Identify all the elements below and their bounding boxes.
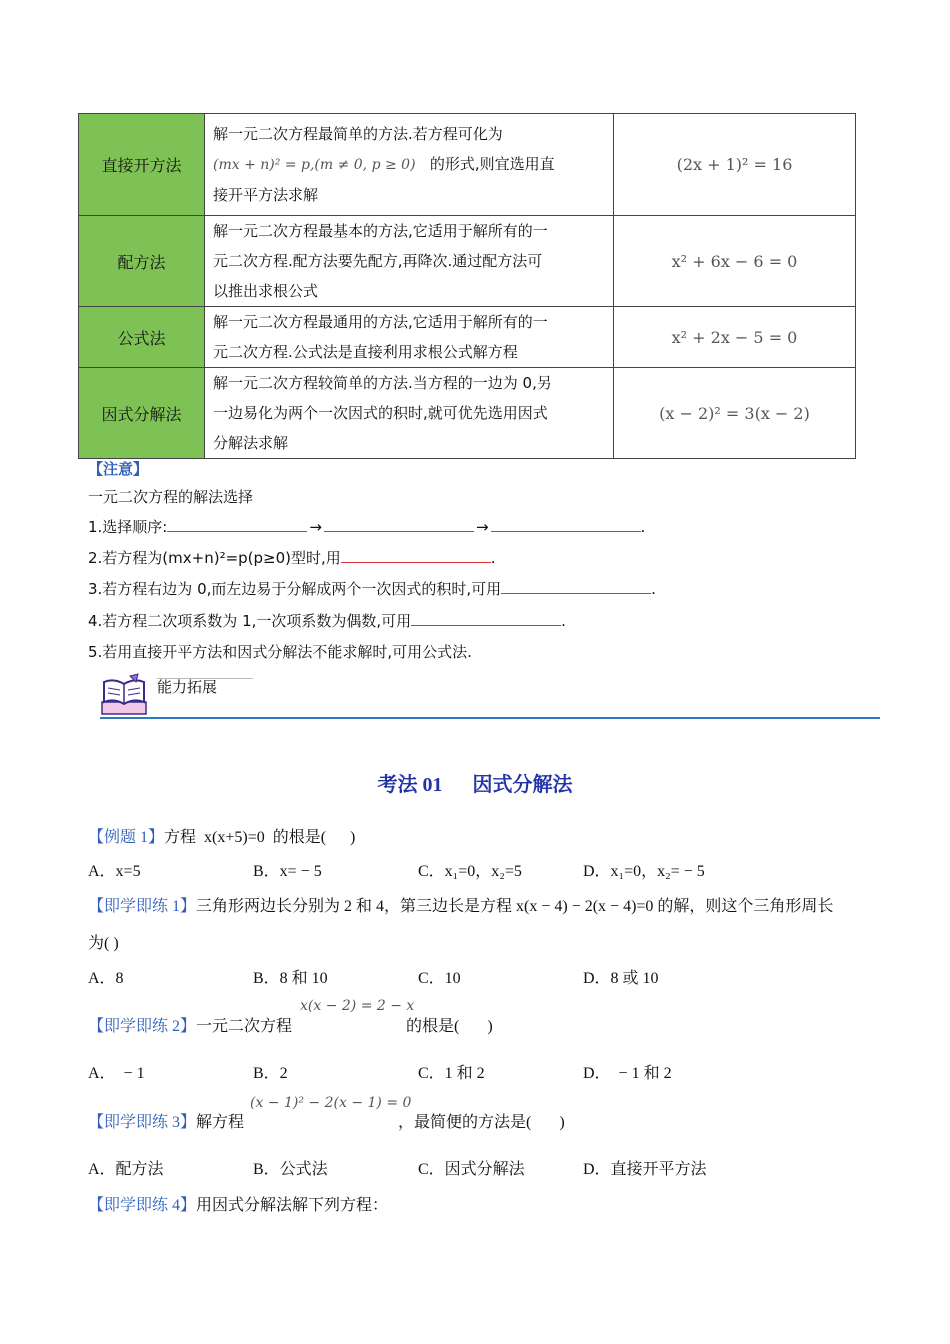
fill-blank[interactable] [341, 548, 491, 563]
option-c[interactable]: C．10 [418, 970, 461, 987]
note-item-5: 5.若用直接开平方法和因式分解法不能求解时,可用公式法. [88, 643, 472, 661]
question-tag: 【即学即练 4】 [88, 1197, 197, 1214]
fill-blank[interactable] [167, 517, 307, 532]
note-title-text: 【注意】 [88, 460, 149, 478]
table-row [79, 368, 856, 459]
table-row [79, 307, 856, 368]
method-name: 直接开方法 [79, 114, 205, 216]
option-a[interactable]: A．x=5 [88, 863, 141, 880]
question-text: 一元二次方程 [196, 1018, 293, 1035]
table-row [79, 114, 856, 216]
book-icon [100, 672, 148, 718]
question-tag: 【即学即练 2】 [88, 1018, 197, 1035]
banner-label: 能力拓展 [157, 678, 218, 696]
arrow-icon: → [475, 518, 489, 536]
equation: x(x − 2) = 2 − x [300, 998, 415, 1014]
equation: (x − 1)² − 2(x − 1) = 0 [250, 1095, 412, 1111]
option-b[interactable]: B．2 [253, 1065, 288, 1082]
question-tag: 【例题 1】 [88, 829, 165, 846]
section-title [0, 768, 950, 797]
practice-4-question [88, 1192, 388, 1215]
question-tag: 【即学即练 1】 [88, 898, 197, 915]
fill-blank[interactable] [411, 611, 561, 626]
question-text: 用因式分解法解下列方程： [196, 1197, 389, 1214]
option-a[interactable]: A．配方法 [88, 1161, 164, 1178]
section-rule [100, 717, 880, 719]
method-example: x² + 6x − 6 = 0 [614, 216, 856, 307]
note-item-4 [88, 610, 566, 631]
desc-line: 以推出求根公式 [213, 282, 319, 300]
method-name: 因式分解法 [79, 368, 205, 459]
desc-line: 元二次方程.配方法要先配方,再降次.通过配方法可 [213, 252, 543, 270]
method-example: (x − 2)² = 3(x − 2) [614, 368, 856, 459]
option-a[interactable]: A． − 1 [88, 1065, 145, 1082]
method-example: x² + 2x − 5 = 0 [614, 307, 856, 368]
note-item-text: 2.若方程为(mx+n)²=p(p≥0)型时,用 [88, 549, 341, 567]
desc-line: 分解法求解 [213, 434, 289, 452]
period: . [490, 549, 496, 567]
option-b[interactable]: B．x= − 5 [253, 863, 322, 880]
desc-text: 的形式,则宜选用直 [429, 155, 555, 173]
option-b[interactable]: B．公式法 [253, 1161, 328, 1178]
desc-line [213, 149, 605, 180]
method-name: 公式法 [79, 307, 205, 368]
section-title-text: 考法 01 因式分解法 [377, 774, 573, 796]
option-c[interactable]: C．因式分解法 [418, 1161, 525, 1178]
note-item-text: 4.若方程二次项系数为 1,一次项系数为偶数,可用 [88, 612, 412, 630]
desc-line: 解一元二次方程最简单的方法.若方程可化为 [213, 125, 503, 143]
desc-line: 一边易化为两个一次因式的积时,就可优先选用因式 [213, 404, 548, 422]
method-description [205, 216, 614, 307]
note-item-text: 3.若方程右边为 0,而左边易于分解成两个一次因式的积时,可用 [88, 580, 502, 598]
fill-blank[interactable] [501, 579, 651, 594]
option-d[interactable]: D． − 1 和 2 [583, 1065, 672, 1082]
note-intro: 一元二次方程的解法选择 [88, 488, 254, 506]
question-text: 方程 x(x+5)=0 的根是( ) [164, 829, 356, 846]
option-b[interactable]: B．8 和 10 [253, 970, 328, 987]
desc-line: 解一元二次方程最基本的方法,它适用于解所有的一 [213, 222, 548, 240]
practice-3-question [88, 1109, 244, 1132]
option-a[interactable]: A．8 [88, 970, 124, 987]
practice-2-question [88, 1013, 292, 1036]
desc-line: 元二次方程.公式法是直接利用求根公式解方程 [213, 343, 518, 361]
note-item-text: 1.选择顺序: [88, 518, 168, 536]
methods-table [78, 113, 856, 459]
banner-divider [157, 678, 253, 679]
question-text: 解方程 [196, 1114, 245, 1131]
table-row [79, 216, 856, 307]
note-item-3 [88, 578, 656, 599]
period: . [561, 612, 566, 630]
option-c[interactable]: C．1 和 2 [418, 1065, 485, 1082]
method-description [205, 114, 614, 216]
desc-line: 解一元二次方程较简单的方法.当方程的一边为 0,另 [213, 374, 552, 392]
method-description [205, 368, 614, 459]
option-c[interactable]: C．x₁=0，x₂=5 [418, 863, 522, 880]
note-item-2 [88, 547, 496, 568]
fill-blank[interactable] [324, 517, 474, 532]
practice-1-question-cont: 为( ) [88, 935, 119, 952]
fill-blank[interactable] [491, 517, 641, 532]
example-1-question [88, 824, 355, 847]
note-title [88, 458, 148, 479]
practice-1-question [88, 893, 833, 916]
method-description [205, 307, 614, 368]
arrow-icon: → [309, 518, 322, 536]
desc-line: 解一元二次方程最通用的方法,它适用于解所有的一 [213, 313, 548, 331]
question-text: 三角形两边长分别为 2 和 4，第三边长是方程 x(x − 4) − 2(x − 4)=0 的解，则这个三角形周长 [196, 898, 834, 915]
period: . [651, 580, 656, 598]
desc-formula: (mx + n)² = p,(m ≠ 0, p ≥ 0) [213, 157, 416, 173]
option-d[interactable]: D．直接开平方法 [583, 1161, 707, 1178]
desc-line: 接开平方法求解 [213, 186, 319, 204]
method-name: 配方法 [79, 216, 205, 307]
note-item-1 [88, 516, 645, 537]
question-text-end: ，最简便的方法是( ) [398, 1114, 565, 1131]
question-text-end: 的根是( ) [406, 1018, 493, 1035]
period: . [640, 518, 646, 536]
option-d[interactable]: D．8 或 10 [583, 970, 659, 987]
question-tag: 【即学即练 3】 [88, 1114, 197, 1131]
option-d[interactable]: D．x₁=0，x₂= − 5 [583, 863, 705, 880]
method-example: (2x + 1)² = 16 [614, 114, 856, 216]
